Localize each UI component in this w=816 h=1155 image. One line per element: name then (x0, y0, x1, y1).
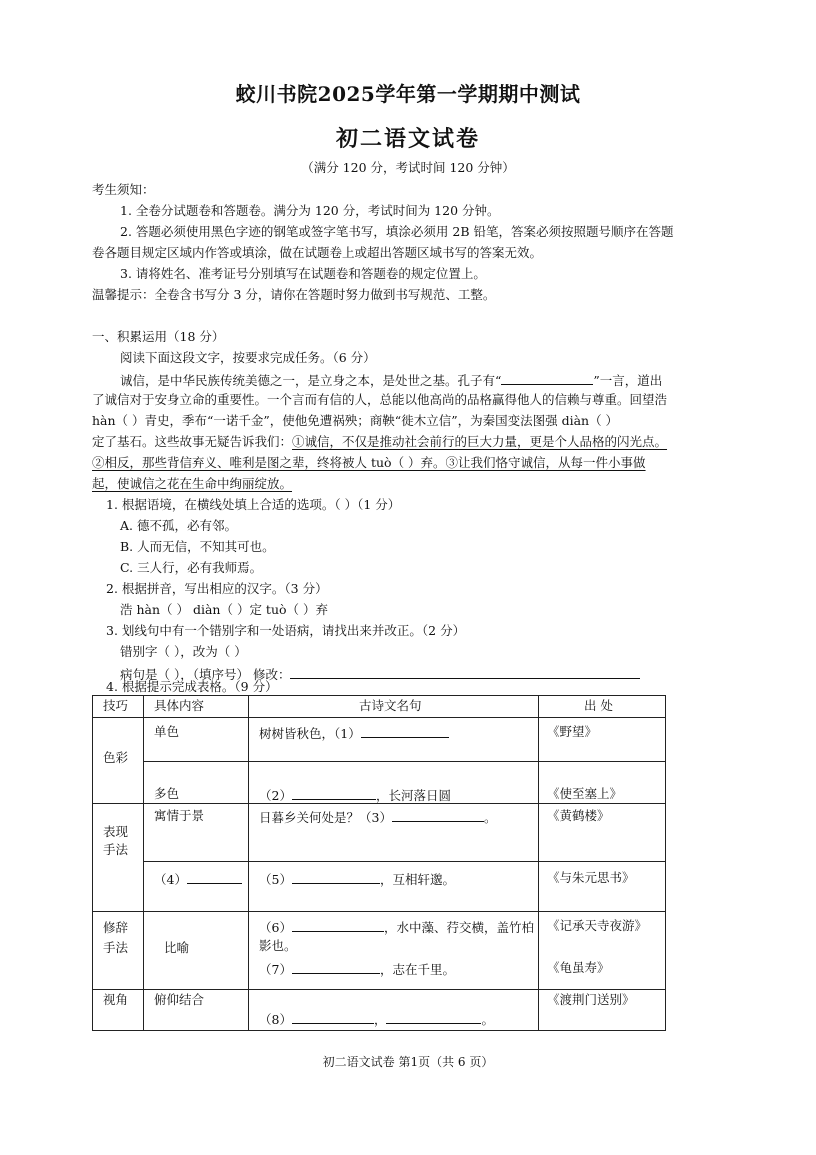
poem-line (259, 962, 455, 977)
poem-text: （5） (259, 872, 292, 887)
blank-6[interactable] (292, 920, 384, 932)
content-text: 寓情于景 (154, 808, 205, 823)
poem-text: ，长河落日圆 (375, 788, 451, 803)
technique-text: 视角 (103, 992, 129, 1007)
content-cell (144, 762, 249, 804)
technique-text: 手法 (103, 940, 129, 955)
content-text: 比喻 (164, 940, 190, 955)
content-cell (144, 862, 249, 912)
q2-line: 浩 hàn（ ） diàn（ ）定 tuò（ ）弃 (120, 602, 328, 617)
poem-text: 影也。 (259, 938, 297, 953)
header-text: 出 处 (584, 698, 613, 713)
technique-text: 手法 (103, 842, 129, 857)
poem-cell (249, 912, 539, 990)
poem-cell (249, 862, 539, 912)
notice-item-3: 3. 请将姓名、准考证号分别填写在试题卷和答题卷的规定位置上。 (120, 266, 486, 281)
passage-line-3: hàn（ ）青史，季布“一诺千金”，使他免遭祸殃；商鞅“徙木立信”，为秦国变法图强 diàn（ ） (92, 413, 619, 428)
content-text: （4） (154, 872, 187, 887)
score-line: （满分 120 分，考试时间 120 分钟） (301, 160, 515, 175)
source-cell (539, 990, 666, 1031)
q3-label: 病句是（ ），（填序号） 修改： (120, 667, 291, 682)
technique-text: 表现 (103, 824, 129, 839)
poem-table (92, 695, 666, 1031)
poem-text: 。 (481, 1012, 494, 1027)
technique-color (93, 718, 144, 804)
passage-line-1 (120, 373, 662, 388)
passage-text: ”一言，道出 (593, 373, 663, 388)
table-header (144, 696, 249, 718)
poem-line (259, 1012, 494, 1027)
table-header (539, 696, 666, 718)
exam-subtitle: 初二语文试卷 (335, 126, 480, 152)
blank-3[interactable] (392, 810, 484, 822)
content-cell (144, 718, 249, 762)
content-text: 单色 (154, 724, 180, 739)
source-cell (539, 862, 666, 912)
content-line (154, 872, 242, 887)
source-cell (539, 804, 666, 862)
poem-text: 日暮乡关何处是？（3） (259, 810, 392, 825)
poem-text: ，志在千里。 (379, 962, 455, 977)
source-cell (539, 912, 666, 990)
poem-line (259, 920, 534, 935)
notice-tip: 温馨提示：全卷含书写分 3 分，请你在答题时努力做到书写规范、工整。 (92, 287, 496, 302)
blank-1[interactable] (361, 726, 449, 738)
source-text: 《记承天寺夜游》 (547, 918, 648, 933)
q1-option-b: B. 人而无信，不知其可也。 (120, 539, 275, 554)
exam-title: 蛟川书院2025学年第一学期期中测试 (235, 82, 581, 106)
source-text: 《渡荆门送别》 (547, 992, 635, 1007)
poem-line (259, 726, 449, 741)
poem-text: ，互相轩邈。 (379, 872, 455, 887)
source-cell (539, 718, 666, 762)
poem-text: ， (373, 1012, 387, 1027)
blank-7[interactable] (292, 962, 380, 974)
source-text: 《野望》 (547, 724, 598, 739)
poem-cell (249, 718, 539, 762)
table-header (249, 696, 539, 718)
technique-text: 修辞 (103, 920, 129, 935)
content-text: 多色 (154, 786, 180, 801)
passage-text: 定了基石。这些故事无疑告诉我们： (92, 434, 293, 449)
header-text: 技巧 (103, 698, 129, 713)
poem-line (259, 872, 455, 887)
underlined-sentence: ①诚信，不仅是推动社会前行的巨大力量，更是个人品格的闪光点。 (292, 434, 668, 449)
passage-line-2: 了诚信对于安身立命的重要性。一个言而有信的人，总能以他高尚的品格赢得他人的信赖与尊重。回望浩 (92, 392, 668, 407)
passage-text: 诚信，是中华民族传统美德之一，是立身之本，是处世之基。孔子有“ (120, 373, 502, 388)
content-text: 俯仰结合 (154, 992, 205, 1007)
content-cell (144, 990, 249, 1031)
notice-item-2-cont: 卷各题目规定区域内作答或填涂，做在试题卷上或超出答题区域书写的答案无效。 (92, 245, 543, 260)
page-footer: 初二语文试卷 第1页（共 6 页） (322, 1055, 494, 1069)
poem-text: （6） (259, 920, 292, 935)
q3-line-1: 错别字（ ），改为（ ） (120, 644, 247, 659)
technique-text: 色彩 (103, 750, 129, 765)
passage-line-6: 起，使诚信之花在生命中绚丽绽放。 (92, 476, 293, 491)
blank-8a[interactable] (292, 1012, 374, 1024)
passage-line-5: ②相反，那些背信弃义、唯利是图之辈，终将被人 tuò（ ）弃。③让我们恪守诚信，从每一件小事做 (92, 455, 646, 470)
source-text: 《使至塞上》 (547, 786, 623, 801)
q4-stem: 4. 根据提示完成表格。（9 分） (106, 679, 278, 694)
poem-cell (249, 990, 539, 1031)
poem-text: （8） (259, 1012, 292, 1027)
notice-item-1: 1. 全卷分试题卷和答题卷。满分为 120 分，考试时间为 120 分钟。 (120, 203, 500, 218)
blank-2[interactable] (292, 788, 376, 800)
q1-stem: 1. 根据语境，在横线处填上合适的选项。（ ）（1 分） (106, 497, 401, 512)
poem-cell (249, 762, 539, 804)
poem-text: （7） (259, 962, 292, 977)
blank-8b[interactable] (386, 1012, 481, 1024)
section-heading: 一、积累运用（18 分） (92, 329, 225, 344)
q3-stem: 3. 划线句中有一个错别字和一处语病，请找出来并改正。（2 分） (106, 623, 466, 638)
passage-blank[interactable] (501, 373, 593, 385)
q2-stem: 2. 根据拼音，写出相应的汉字。（3 分） (106, 581, 328, 596)
poem-text: （2） (259, 788, 292, 803)
poem-text: 。 (483, 810, 497, 825)
poem-text: ，水中藻、荇交横，盖竹柏 (383, 920, 534, 935)
source-text: 《黄鹤楼》 (547, 808, 610, 823)
poem-text: 树树皆秋色，（1） (259, 726, 361, 741)
content-cell (144, 804, 249, 862)
section-intro: 阅读下面这段文字，按要求完成任务。（6 分） (120, 350, 376, 365)
technique-view (93, 990, 144, 1031)
poem-line (259, 788, 451, 803)
q1-option-c: C. 三人行，必有我师焉。 (120, 560, 263, 575)
header-text: 古诗文名句 (359, 698, 422, 713)
blank-4[interactable] (187, 872, 242, 884)
technique-express (93, 804, 144, 912)
table-header (93, 696, 144, 718)
q3-answer-line[interactable] (290, 667, 640, 679)
source-cell (539, 762, 666, 804)
content-cell (144, 912, 249, 990)
passage-line-4 (92, 436, 667, 449)
q1-option-a: A. 德不孤，必有邻。 (120, 518, 237, 533)
source-text: 《龟虽寿》 (547, 960, 610, 975)
source-text: 《与朱元思书》 (547, 870, 635, 885)
technique-rhetoric (93, 912, 144, 990)
header-text: 具体内容 (154, 698, 205, 713)
notice-item-2: 2. 答题必须使用黑色字迹的钢笔或签字笔书写，填涂必须用 2B 铅笔，答案必须按照题号顺序在答题 (120, 224, 674, 239)
blank-5[interactable] (292, 872, 380, 884)
notice-heading: 考生须知： (92, 182, 155, 197)
poem-cell (249, 804, 539, 862)
poem-line (259, 810, 496, 825)
